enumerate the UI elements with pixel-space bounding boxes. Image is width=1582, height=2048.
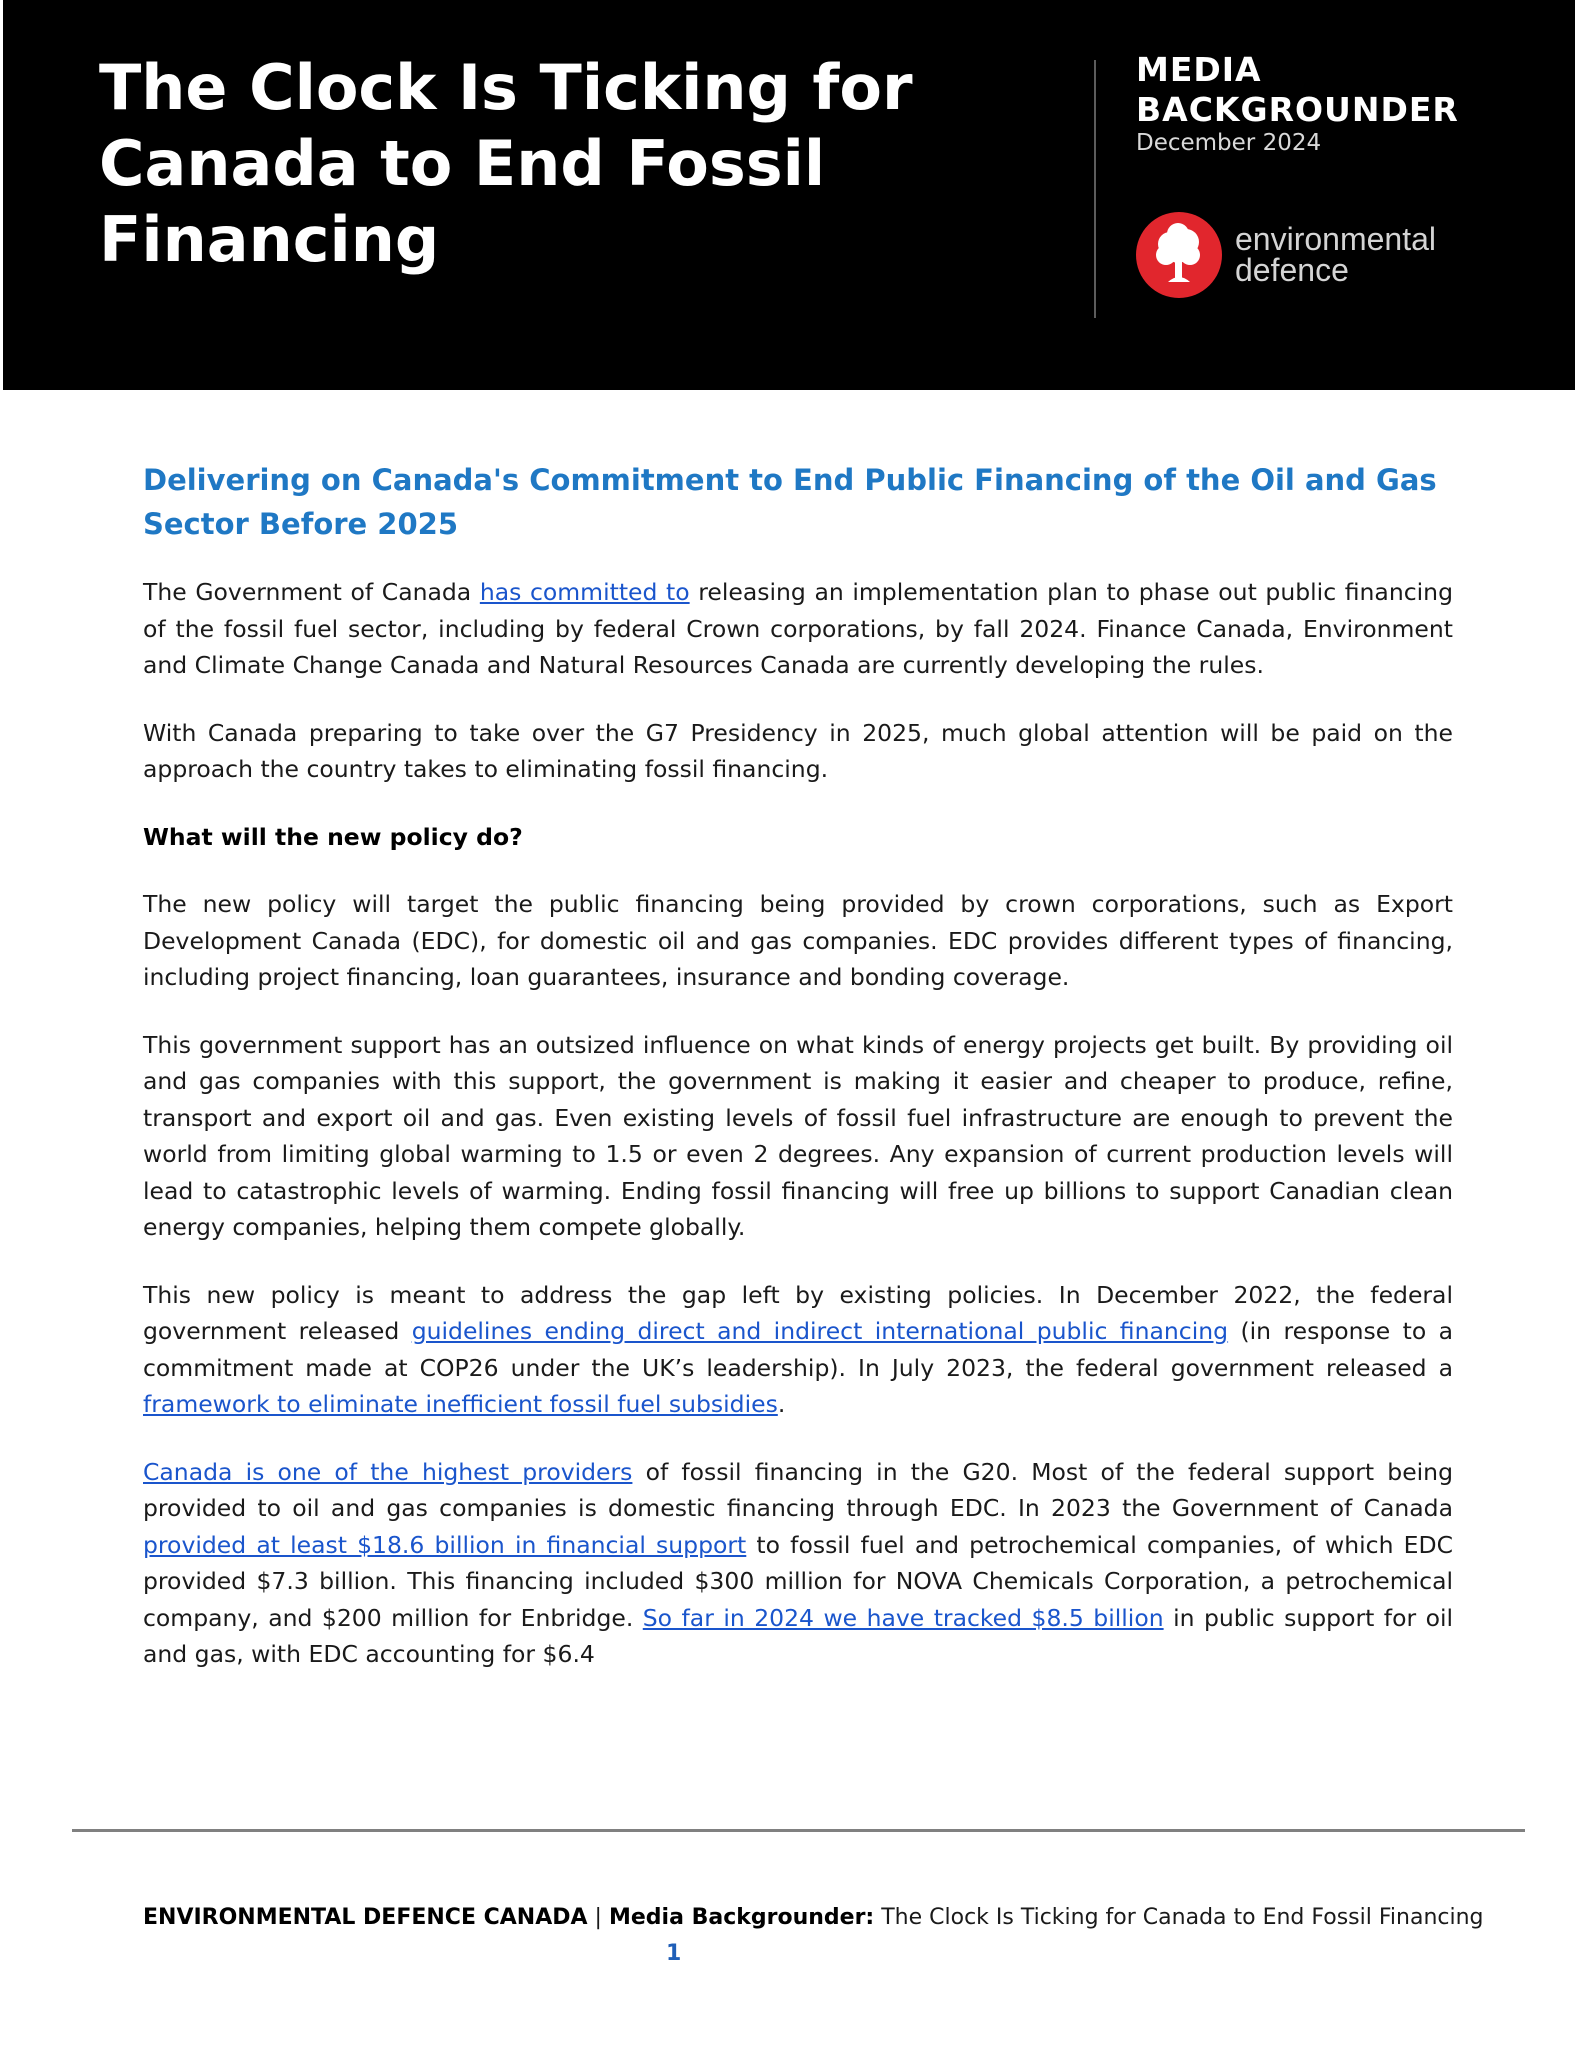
logo-text-environmental: environmental <box>1235 221 1436 257</box>
page-number: 1 <box>666 1941 682 1966</box>
page-footer <box>143 1900 1493 1936</box>
paragraph-policy-target: The new policy will target the public financing being provided by crown corporations, such as Export Development Canada (EDC), for domestic oil and gas companies. EDC provides different types of financing, including project financing, loan guarantees, insurance and bonding coverage. <box>143 890 1453 991</box>
header-banner <box>3 0 1575 390</box>
tree-logo-icon <box>1136 212 1222 298</box>
footer-label: Media Backgrounder: <box>608 1905 875 1930</box>
footer-separator: | <box>594 1905 602 1930</box>
footer-org: ENVIRONMENTAL DEFENCE CANADA <box>143 1905 588 1930</box>
document-body <box>143 458 1453 1673</box>
footer-rule <box>72 1829 1525 1832</box>
paragraph-g7: With Canada preparing to take over the G7 Presidency in 2025, much global attention will be paid on the approach the country takes to eliminating fossil financing. <box>143 718 1453 783</box>
link-tracked-2024[interactable]: So far in 2024 we have tracked $8.5 billion <box>642 1603 1164 1632</box>
link-guidelines[interactable]: guidelines ending direct and indirect international public financing <box>411 1317 1229 1345</box>
section-heading: Delivering on Canada's Commitment to End Public Financing of the Oil and Gas Sector Before 2025 <box>143 463 1437 541</box>
doc-date: December 2024 <box>1136 130 1322 156</box>
doc-type-backgrounder: BACKGROUNDER <box>1136 90 1459 129</box>
link-has-committed-to[interactable]: has committed to <box>479 578 690 606</box>
document-title: The Clock Is Ticking for Canada to End Fossil Financing <box>99 51 913 276</box>
link-highest-providers[interactable]: Canada is one of the highest providers <box>143 1457 633 1486</box>
paragraph-g20-financing: Canada is one of the highest providers of fossil financing in the G20. Most of the federal support being provided to oil and gas companies is domestic financing through EDC. In 2023 the Government of Canada provided at least $18.6 billion in financial support to fossil fuel and petrochemical companies, of which EDC provided $7.3 billion. This financing included $300 million for NOVA Chemicals Corporation, a petrochemical company, and $200 million for Enbridge. So far in 2024 we have tracked $8.5 billion in public support for oil and gas, with EDC accounting for $6.4 <box>143 1457 1454 1668</box>
footer-title: The Clock Is Ticking for Canada to End Fossil Financing <box>881 1905 1484 1930</box>
link-financial-support[interactable]: provided at least $18.6 billion in financial support <box>143 1530 747 1559</box>
question-heading: What will the new policy do? <box>143 822 523 851</box>
header-divider <box>1094 60 1096 318</box>
paragraph-commitment: The Government of Canada has committed to releasing an implementation plan to phase out public financing of the fossil fuel sector, including by federal Crown corporations, by fall 2024. Finance Canada, Environment and Climate Change Canada and Natural Resources Canada are currently developing the rules. <box>143 578 1453 679</box>
paragraph-existing-policies: This new policy is meant to address the gap left by existing policies. In December 2022, the federal government released guidelines ending direct and indirect international public financing (in response to a commitment made at COP26 under the UK’s leadership). In July 2023, the federal government released a framework to eliminate inefficient fossil fuel subsidies. <box>143 1280 1454 1418</box>
paragraph-outsized-influence: This government support has an outsized influence on what kinds of energy projects get built. By providing oil and gas companies with this support, the government is making it easier and cheaper to produce, refine, transport and export oil and gas. Even existing levels of fossil fuel infrastructure are enough to prevent the world from limiting global warming to 1.5 or even 2 degrees. Any expansion of current production levels will lead to catastrophic levels of warming. Ending fossil financing will free up billions to support Canadian clean energy companies, helping them compete globally. <box>143 1030 1453 1241</box>
doc-type-media: MEDIA <box>1136 50 1262 89</box>
link-framework-subsidies[interactable]: framework to eliminate inefficient fossil fuel subsidies <box>143 1390 778 1418</box>
logo-text-defence: defence <box>1235 252 1349 288</box>
